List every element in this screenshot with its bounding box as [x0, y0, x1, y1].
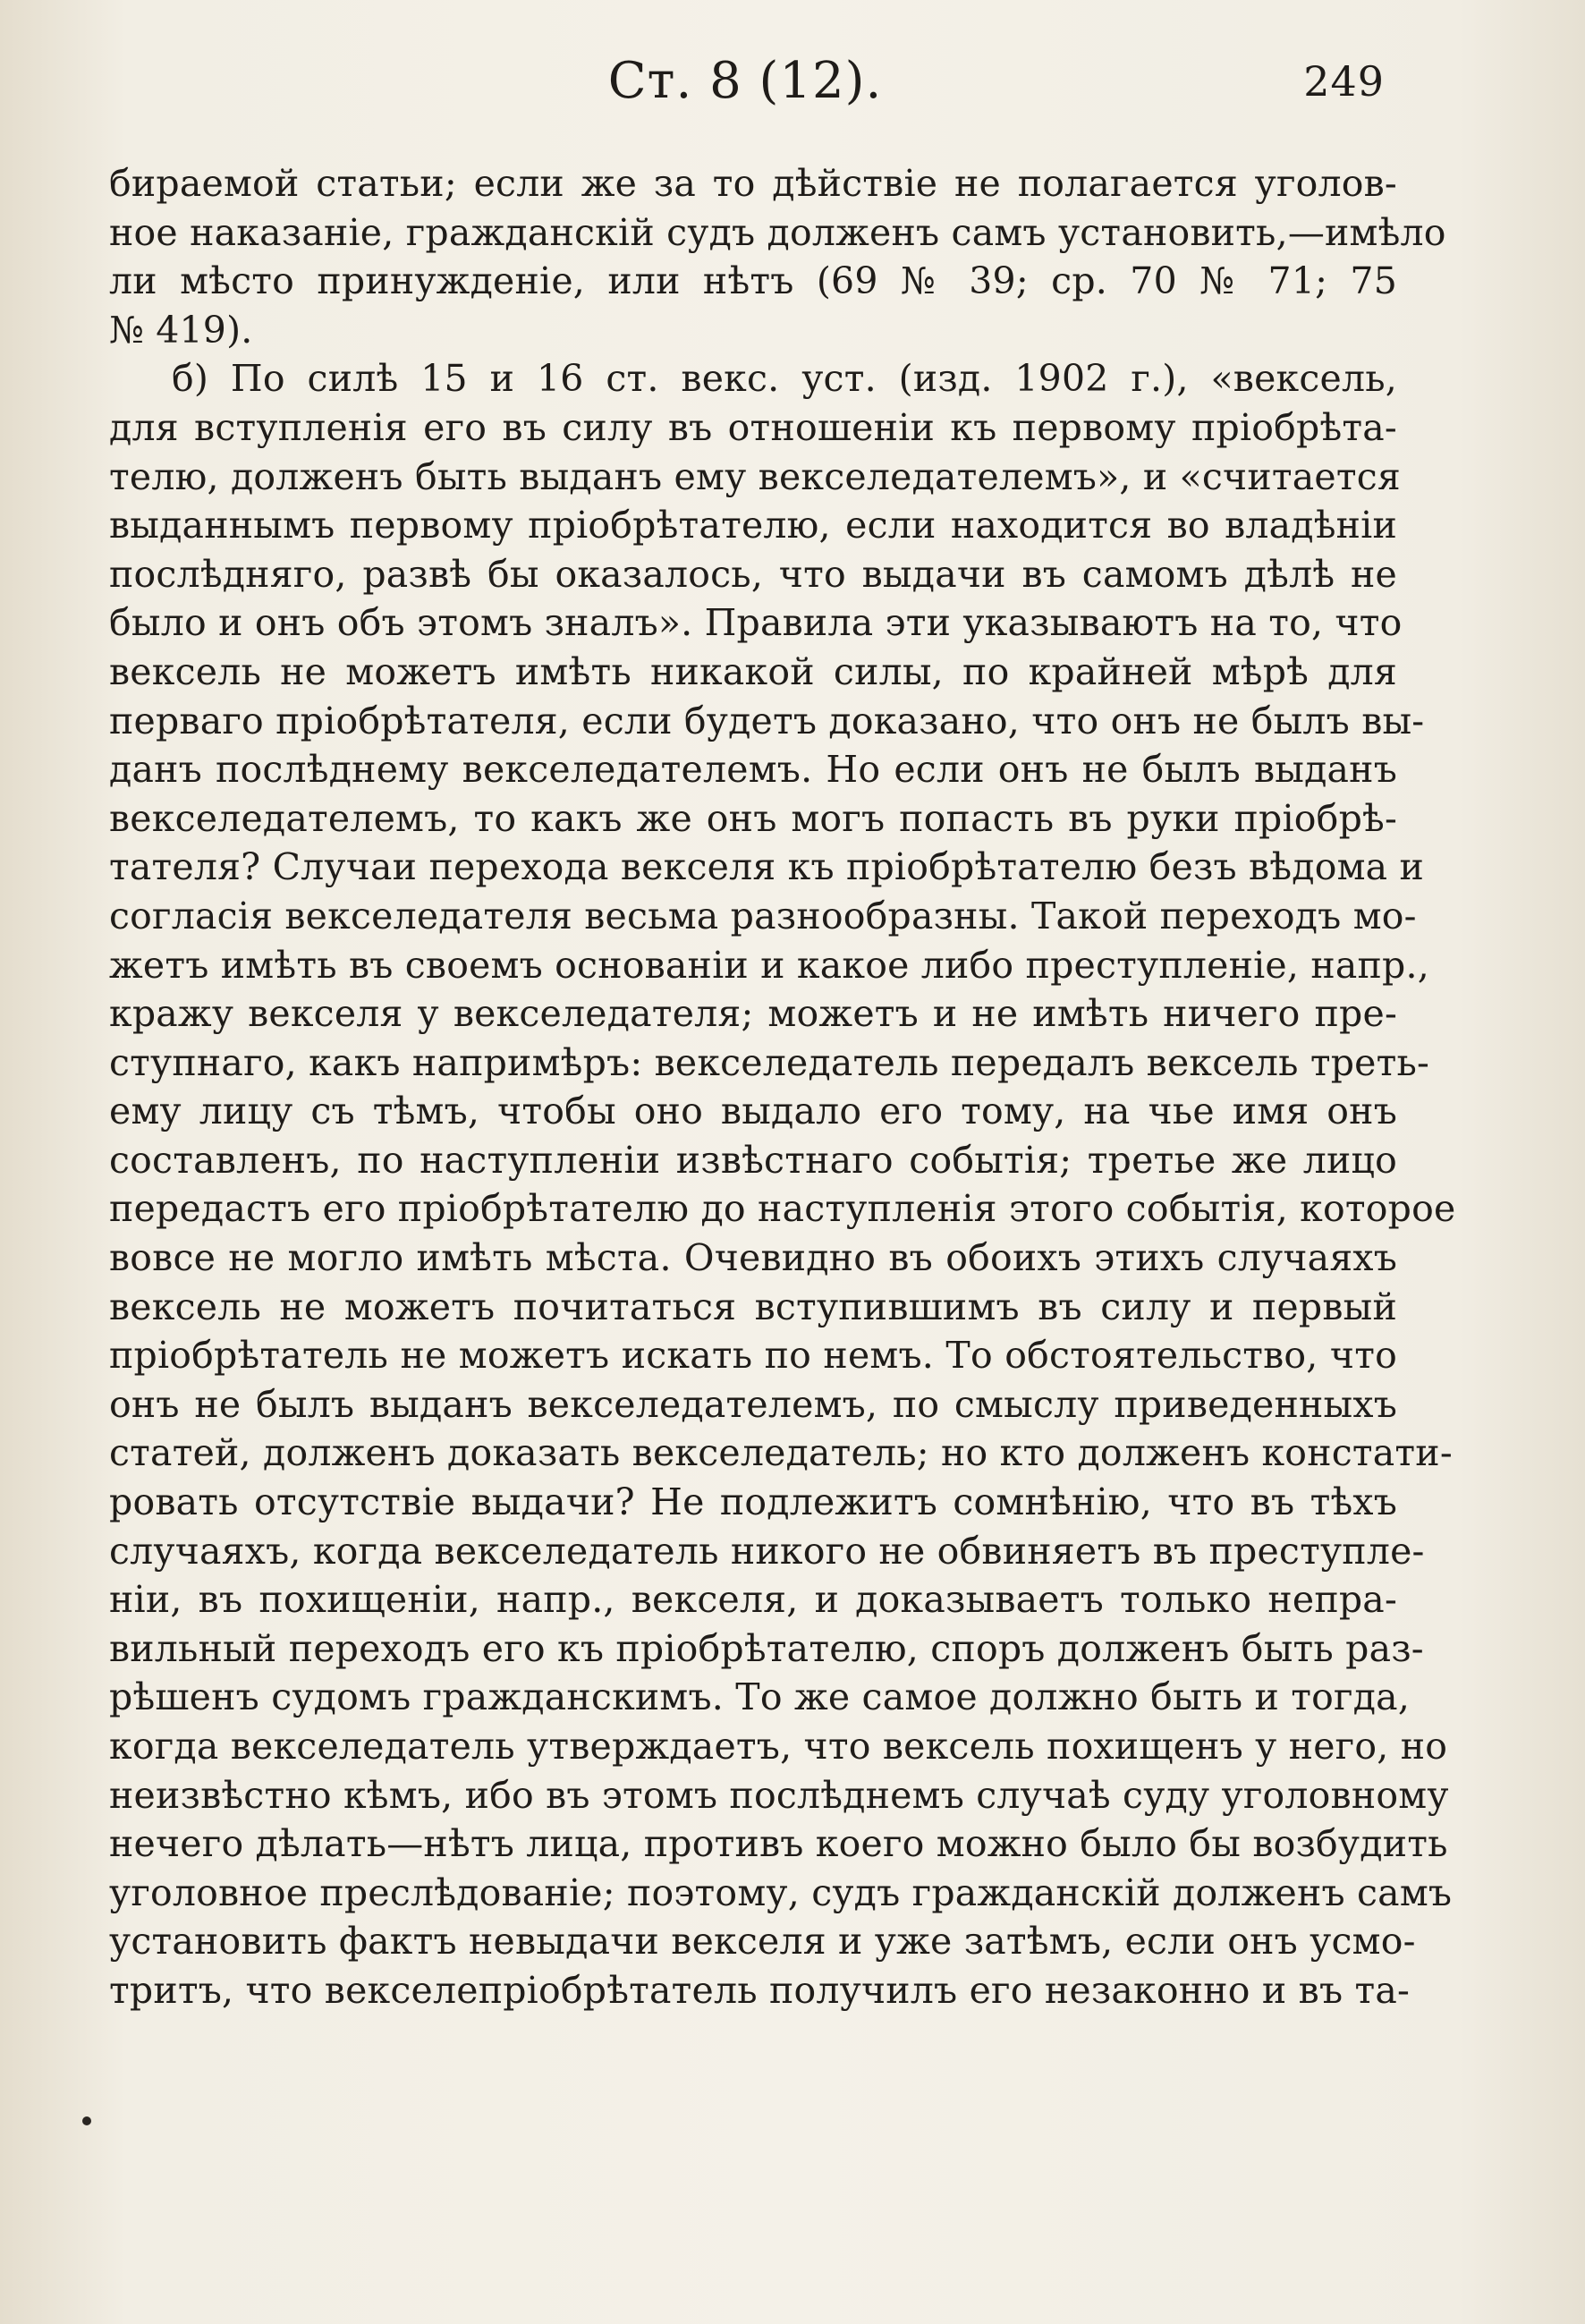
- page-number: 249: [1303, 57, 1385, 106]
- text-line: для вступленія его въ силу въ отношеніи къ первому пріобрѣта-: [109, 405, 1397, 449]
- text-line: случаяхъ, когда векселедатель никого не обвиняетъ въ преступле-: [109, 1529, 1425, 1573]
- text-line: неизвѣстно кѣмъ, ибо въ этомъ послѣднемъ случаѣ суду уголовному: [109, 1773, 1449, 1817]
- text-line: ступнаго, какъ напримѣръ: векселедатель передалъ вексель треть-: [109, 1040, 1430, 1084]
- text-line: ніи, въ похищеніи, напр., векселя, и доказываетъ только непра-: [109, 1578, 1397, 1622]
- text-line: послѣдняго, развѣ бы оказалось, что выдачи въ самомъ дѣлѣ не: [109, 552, 1397, 596]
- text-line: онъ не былъ выданъ векселедателемъ, по смыслу приведенныхъ: [109, 1382, 1397, 1426]
- article-heading: Ст. 8 (12).: [607, 52, 883, 110]
- text-line: ное наказаніе, гражданскій судъ долженъ самъ установить,—имѣло: [109, 210, 1446, 254]
- text-line: кражу векселя у векселедателя; можетъ и не имѣть ничего пре-: [109, 992, 1397, 1036]
- text-line: пріобрѣтатель не можетъ искать по немъ. То обстоятельство, что: [109, 1334, 1397, 1378]
- text-line: нечего дѣлать—нѣтъ лица, противъ коего можно было бы возбудить: [109, 1822, 1448, 1866]
- text-line: тритъ, что векселепріобрѣтатель получилъ его незаконно и въ та-: [109, 1968, 1411, 2012]
- text-line: данъ послѣднему векселедателемъ. Но если онъ не былъ выданъ: [109, 748, 1397, 792]
- text-line: составленъ, по наступленіи извѣстнаго событія; третье же лицо: [109, 1138, 1397, 1182]
- text-line: бираемой статьи; если же за то дѣйствіе не полагается уголов-: [109, 162, 1397, 205]
- text-line: телю, долженъ быть выданъ ему векселедателемъ», и «считается: [109, 454, 1401, 498]
- text-line: ли мѣсто принужденіе, или нѣтъ (69 № 39; ср. 70 № 71; 75: [109, 259, 1397, 303]
- text-line: согласія векселедателя весьма разнообразны. Такой переходъ мо-: [109, 894, 1417, 937]
- text-line: выданнымъ первому пріобрѣтателю, если находится во владѣніи: [109, 504, 1397, 547]
- text-line: перваго пріобрѣтателя, если будетъ доказано, что онъ не былъ вы-: [109, 699, 1425, 742]
- text-line: жетъ имѣть въ своемъ основаніи и какое либо преступленіе, напр.,: [109, 943, 1429, 987]
- text-line: передастъ его пріобрѣтателю до наступленія этого событія, которое: [109, 1187, 1456, 1231]
- text-line: установить фактъ невыдачи векселя и уже затѣмъ, если онъ усмо-: [109, 1920, 1416, 1964]
- margin-dot-mark: [82, 2116, 91, 2125]
- text-line: № 419).: [109, 308, 253, 352]
- text-line: статей, долженъ доказать векселедатель; но кто долженъ констати-: [109, 1431, 1453, 1475]
- text-line: вексель не можетъ почитаться вступившимъ въ силу и первый: [109, 1285, 1397, 1328]
- text-line: рѣшенъ судомъ гражданскимъ. То же самое должно быть и тогда,: [109, 1675, 1411, 1719]
- text-line: тателя? Случаи перехода векселя къ пріобрѣтателю безъ вѣдома и: [109, 845, 1425, 889]
- body-text: [109, 159, 1456, 2015]
- text-line: ровать отсутствіе выдачи? Не подлежитъ сомнѣнію, что въ тѣхъ: [109, 1480, 1397, 1524]
- text-line: было и онъ объ этомъ зналъ». Правила эти указываютъ на то, что: [109, 601, 1403, 645]
- text-line: вильный переходъ его къ пріобрѣтателю, споръ долженъ быть раз-: [109, 1626, 1424, 1670]
- text-line: уголовное преслѣдованіе; поэтому, судъ гражданскій долженъ самъ: [109, 1870, 1453, 1914]
- text-line: вовсе не могло имѣть мѣста. Очевидно въ обоихъ этихъ случаяхъ: [109, 1236, 1397, 1280]
- text-line: когда векселедатель утверждаетъ, что вексель похищенъ у него, но: [109, 1725, 1448, 1768]
- text-line: вексель не можетъ имѣть никакой силы, по крайней мѣрѣ для: [109, 649, 1397, 693]
- text-line: ему лицу съ тѣмъ, чтобы оно выдало его тому, на чье имя онъ: [109, 1090, 1397, 1133]
- running-header: [106, 52, 1385, 115]
- text-line: векселедателемъ, то какъ же онъ могъ попасть въ руки пріобрѣ-: [109, 796, 1397, 840]
- paragraph-start-line: б) По силѣ 15 и 16 ст. векс. уст. (изд. 1902 г.), «вексель,: [172, 357, 1397, 401]
